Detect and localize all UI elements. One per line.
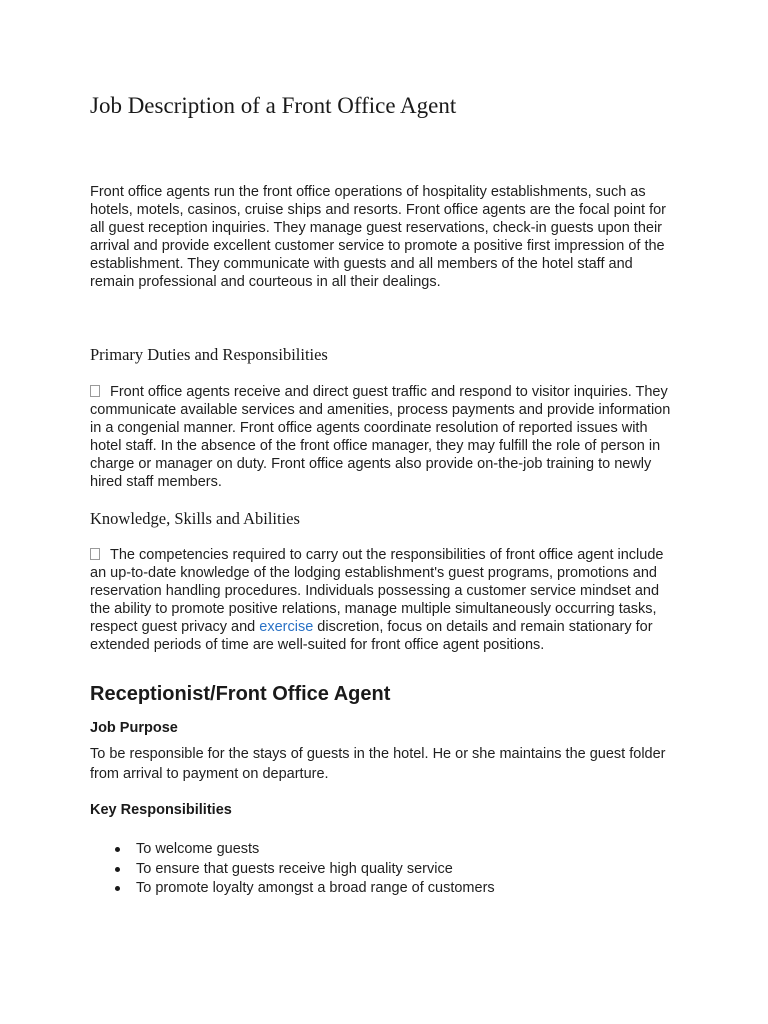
missing-glyph-icon — [90, 385, 100, 397]
duties-text: Front office agents receive and direct guest traffic and respond to visitor inquiries. They communicate available services and amenities, process payments and provide information in a congenial manner. Front office agents coordinate resolution of reported issues with hotel staff. In the absence of the front office manager, they may fulfill the role of person in charge or manager on duty. Front office agents also provide on-the-job training to newly hired staff members. — [90, 384, 671, 490]
list-item — [90, 840, 680, 860]
responsibilities-list — [90, 840, 680, 899]
ksa-heading: Knowledge, Skills and Abilities — [90, 509, 300, 528]
ksa-paragraph — [90, 547, 680, 654]
list-item-text: To welcome guests — [136, 841, 260, 857]
job-purpose-block — [90, 744, 680, 784]
duties-paragraph — [90, 384, 680, 491]
exercise-link[interactable]: exercise — [259, 618, 314, 635]
missing-glyph-icon — [90, 548, 100, 560]
duties-paragraph-block — [90, 384, 680, 491]
key-responsibilities-heading: Key Responsibilities — [90, 802, 232, 818]
job-purpose-text: To be responsible for the stays of guests in the hotel. He or she maintains the guest folder from arrival to payment on departure. — [90, 746, 666, 782]
job-purpose-heading: Job Purpose — [90, 720, 178, 736]
ksa-text-before-link: The competencies required to carry out the responsibilities of front office agent include an up-to-date knowledge of the lodging establishment's guest programs, promotions and reservation handling procedures. Individuals possessing a customer service mindset and the ability to promote positive relations, manage multiple simultaneously occurring tasks, respect guest privacy and — [90, 547, 664, 635]
ksa-paragraph-block — [90, 547, 680, 654]
list-item — [90, 879, 680, 899]
bullet-icon — [115, 847, 120, 852]
page-title: Job Description of a Front Office Agent — [90, 93, 457, 118]
bullet-icon — [115, 867, 120, 872]
intro-paragraph-block — [90, 184, 680, 291]
list-item — [90, 860, 680, 880]
receptionist-heading: Receptionist/Front Office Agent — [90, 683, 391, 705]
list-item-text: To promote loyalty amongst a broad range of customers — [136, 880, 495, 896]
list-item-text: To ensure that guests receive high quality service — [136, 860, 453, 877]
bullet-icon — [115, 886, 120, 891]
ksa-text-after-link: discretion, focus on details and remain stationary for extended periods of time are well-suited for front office agent positions. — [90, 618, 653, 653]
duties-heading: Primary Duties and Responsibilities — [90, 345, 328, 364]
intro-paragraph: Front office agents run the front office operations of hospitality establishments, such as hotels, motels, casinos, cruise ships and resorts. Front office agents are the focal point for all guest reception inquiries. They manage guest reservations, check-in guests upon their arrival and provide excellent customer service to promote a positive first impression of the establishment. They communicate with guests and all members of the hotel staff and remain professional and courteous in all their dealings. — [90, 184, 666, 290]
